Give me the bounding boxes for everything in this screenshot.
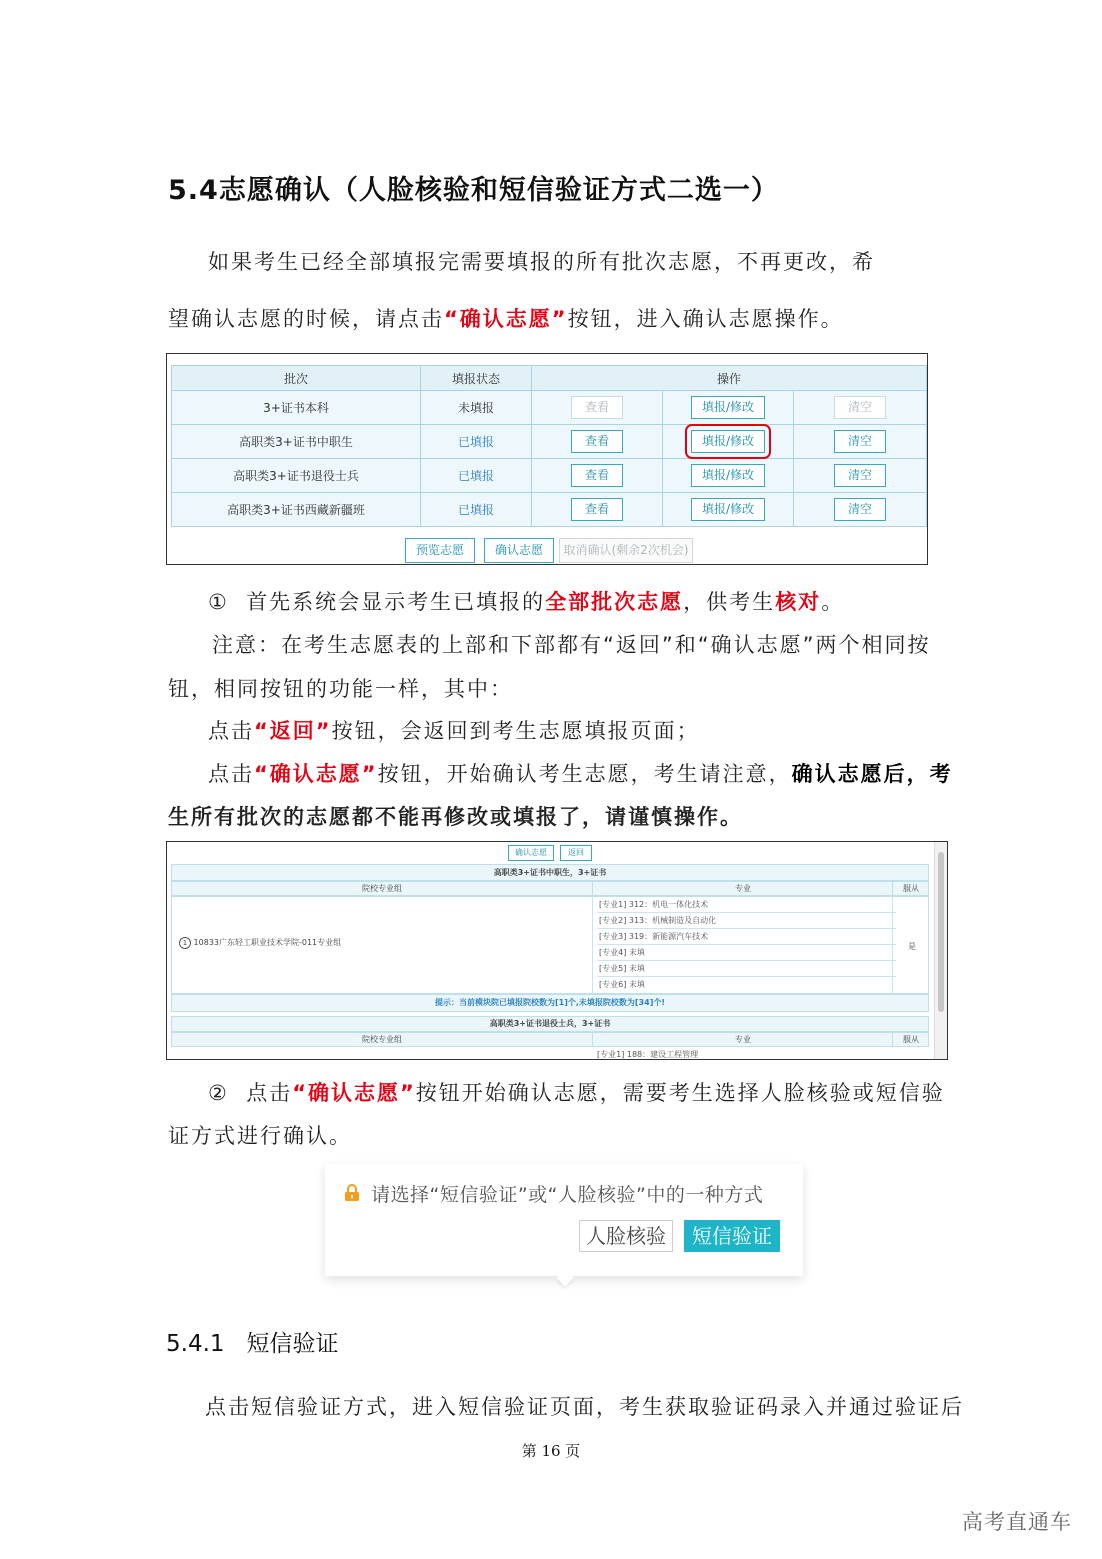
intro-line-1: 如果考生已经全部填报完需要填报的所有批次志愿，不再更改，希	[208, 250, 875, 274]
verify-method-popover	[325, 1164, 803, 1276]
sms-verify-button[interactable]: 短信验证	[684, 1220, 780, 1252]
group-row	[171, 896, 929, 994]
step2-b: 按钮开始确认志愿，需要考生选择人脸核验或短信验	[415, 1081, 945, 1105]
note4-highlight: “确认志愿”	[254, 762, 378, 786]
edit-button-highlighted[interactable]: 填报/修改	[691, 430, 765, 453]
subsection-text: 短信验证	[246, 1331, 339, 1357]
step2-number: ②	[208, 1081, 229, 1105]
tip-row: 提示：当前模块院已填报院校数为[1]个,未填报院校数为[34]个!	[171, 994, 929, 1012]
step2-text	[208, 1077, 945, 1107]
major-item: [专业1] 312：机电一体化技术	[598, 897, 896, 913]
col-status: 填报状态	[421, 366, 532, 391]
intro-highlight: “确认志愿”	[444, 307, 568, 331]
edit-button[interactable]: 填报/修改	[691, 498, 765, 521]
batch-name: 3+证书本科	[172, 391, 421, 425]
note4-a: 点击	[208, 762, 254, 786]
group-name: 10833广东轻工职业技术学院-011专业组	[193, 938, 342, 947]
step1-highlight-2: 核对	[775, 590, 822, 614]
step2-line-2: 证方式进行确认。	[168, 1124, 352, 1148]
col-batch: 批次	[172, 366, 421, 391]
fill-status: 已填报	[421, 493, 532, 527]
note-line-5: 生所有批次的志愿都不能再修改或填报了，请谨慎操作。	[168, 805, 743, 829]
table-row	[172, 493, 927, 527]
batch-name: 高职类3+证书中职生	[172, 425, 421, 459]
note-line-2: 钮，相同按钮的功能一样，其中：	[168, 677, 513, 701]
intro-line-2	[168, 303, 844, 333]
sheet-header-row	[171, 881, 929, 896]
popover-arrow	[557, 1270, 574, 1287]
cancel-confirm-button[interactable]: 取消确认(剩余2次机会)	[559, 538, 693, 563]
edit-button[interactable]: 填报/修改	[691, 396, 765, 419]
col-group: 院校专业组	[362, 884, 402, 893]
view-button[interactable]: 查看	[571, 430, 623, 453]
table-row	[172, 425, 927, 459]
verify-prompt: 请选择“短信验证”或“人脸核验”中的一种方式	[371, 1184, 764, 1206]
batch-name: 高职类3+证书西藏新疆班	[172, 493, 421, 527]
step2-a: 点击	[246, 1081, 293, 1105]
batch-header-2: 高职类3+证书退役士兵，3+证书	[171, 1016, 929, 1032]
subsection-title	[166, 1325, 338, 1358]
col-actions: 操作	[532, 366, 927, 391]
fill-status: 已填报	[421, 459, 532, 493]
col-obey: 服从	[892, 882, 929, 895]
col-major: 专业	[592, 1033, 893, 1046]
batch-header-1: 高职类3+证书中职生，3+证书	[171, 864, 929, 881]
clear-button[interactable]: 清空	[834, 430, 886, 453]
sheet-header-row-2	[171, 1032, 929, 1047]
note3-highlight: “返回”	[254, 719, 332, 743]
intro-text-b: 按钮，进入确认志愿操作。	[567, 307, 844, 331]
face-verify-button[interactable]: 人脸核验	[579, 1220, 673, 1252]
major-item: [专业4] 未填	[598, 945, 896, 961]
major-item: [专业1] 188：建设工程管理	[597, 1050, 699, 1059]
step1-text-c: 。	[821, 590, 845, 614]
confirm-button[interactable]: 确认志愿	[484, 538, 554, 563]
clear-button[interactable]: 清空	[834, 464, 886, 487]
step1-highlight-1: 全部批次志愿	[545, 590, 684, 614]
lock-icon	[344, 1184, 360, 1202]
note-line-4	[208, 758, 953, 788]
table-row	[172, 391, 927, 425]
batch-table-screenshot	[166, 353, 928, 565]
note-line-1: 注意：在考生志愿表的上部和下部都有“返回”和“确认志愿”两个相同按	[212, 633, 931, 657]
view-button[interactable]: 查看	[571, 396, 623, 419]
subsection-number: 5.4.1	[166, 1331, 225, 1357]
col-group: 院校专业组	[362, 1035, 402, 1044]
fill-status: 未填报	[421, 391, 532, 425]
note3-b: 按钮，会返回到考生志愿填报页面；	[331, 719, 700, 743]
group-entry	[179, 937, 341, 949]
preview-button[interactable]: 预览志愿	[405, 538, 475, 563]
scrollbar[interactable]	[934, 842, 947, 1059]
step2-highlight: “确认志愿”	[292, 1081, 416, 1105]
page-number: 第 16 页	[521, 1442, 581, 1460]
sheet-confirm-button[interactable]: 确认志愿	[508, 845, 554, 861]
col-major: 专业	[592, 882, 893, 895]
edit-button[interactable]: 填报/修改	[691, 464, 765, 487]
batch-table	[171, 365, 927, 527]
last-paragraph: 点击短信验证方式，进入短信验证页面，考生获取验证码录入并通过验证后	[205, 1395, 964, 1419]
col-obey: 服从	[892, 1033, 929, 1046]
step1-text	[208, 586, 844, 616]
clear-button[interactable]: 清空	[834, 396, 886, 419]
note-line-3	[208, 715, 700, 745]
volunteer-sheet-screenshot	[166, 841, 948, 1060]
step1-text-b: ，供考生	[683, 590, 776, 614]
obey-value: 是	[908, 942, 916, 951]
view-button[interactable]: 查看	[571, 498, 623, 521]
major-item: [专业5] 未填	[598, 961, 896, 977]
batch-name: 高职类3+证书退役士兵	[172, 459, 421, 493]
step1-text-a: 首先系统会显示考生已填报的	[246, 590, 546, 614]
note4-b: 按钮，开始确认考生志愿，考生请注意，	[377, 762, 792, 786]
scroll-thumb[interactable]	[938, 852, 944, 1012]
note3-a: 点击	[208, 719, 254, 743]
step1-number: ①	[208, 590, 229, 614]
clear-button[interactable]: 清空	[834, 498, 886, 521]
major-item: [专业3] 319：新能源汽车技术	[598, 929, 896, 945]
table-row	[172, 459, 927, 493]
note4-bold: 确认志愿后，考	[791, 762, 953, 786]
view-button[interactable]: 查看	[571, 464, 623, 487]
major-item: [专业6] 未填	[599, 980, 645, 989]
fill-status: 已填报	[421, 425, 532, 459]
section-title: 5.4志愿确认（人脸核验和短信验证方式二选一）	[168, 175, 779, 206]
sheet-back-button[interactable]: 返回	[560, 845, 592, 861]
major-item: [专业2] 313：机械制造及自动化	[598, 913, 896, 929]
group-number: 1	[179, 937, 191, 949]
intro-text-a: 望确认志愿的时候，请点击	[168, 307, 444, 331]
watermark: 高考直通车	[962, 1510, 1072, 1534]
